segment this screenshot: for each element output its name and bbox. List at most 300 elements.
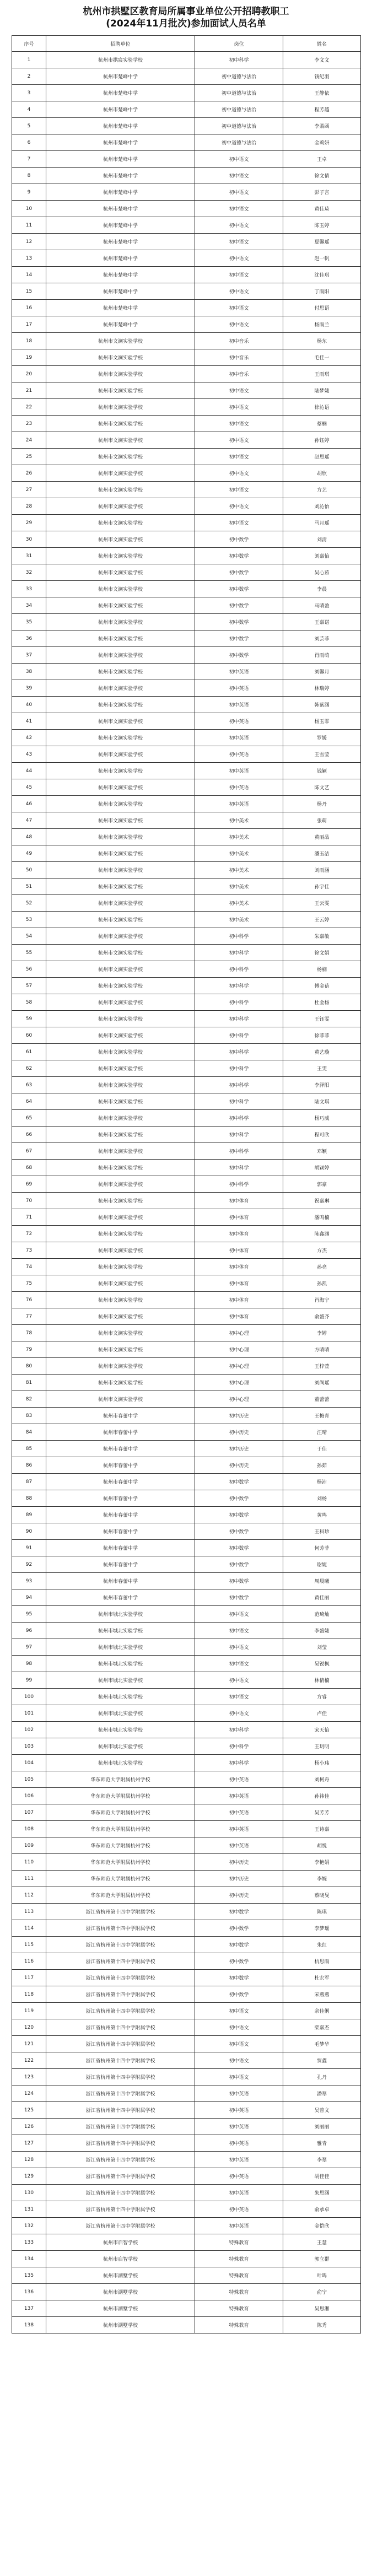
cell-name: 钱纪羽: [283, 68, 361, 85]
cell-position: 初中科学: [195, 994, 283, 1011]
cell-name: 罗媛: [283, 730, 361, 746]
cell-position: 初中英语: [195, 779, 283, 796]
cell-position: 初中体育: [195, 1292, 283, 1308]
cell-name: 肖雨萌: [283, 647, 361, 664]
cell-number: 84: [12, 1424, 46, 1441]
cell-number: 51: [12, 879, 46, 895]
cell-unit: 杭州市城北实验学校: [46, 1672, 195, 1689]
table-row: [12, 1457, 361, 1474]
table-row: [12, 1788, 361, 1804]
col-header-unit: 招聘单位: [46, 36, 195, 52]
cell-number: 76: [12, 1292, 46, 1308]
cell-name: 张萌: [283, 812, 361, 829]
cell-number: 88: [12, 1490, 46, 1507]
cell-name: 陈玉婷: [283, 217, 361, 234]
cell-position: 初中科学: [195, 1160, 283, 1176]
cell-unit: 华东师范大学附属杭州学校: [46, 1771, 195, 1788]
cell-name: 刘尚瑶: [283, 1375, 361, 1391]
table-row: [12, 101, 361, 118]
cell-position: 初中数学: [195, 548, 283, 564]
table-row: [12, 2052, 361, 2069]
table-row: [12, 68, 361, 85]
cell-unit: 浙江省杭州第十四中学附属学校: [46, 2036, 195, 2052]
cell-name: 韩紫涵: [283, 697, 361, 713]
cell-name: 李婉: [283, 1871, 361, 1887]
cell-name: 杨沛: [283, 1474, 361, 1490]
cell-position: 初中数学: [195, 1920, 283, 1937]
cell-number: 95: [12, 1606, 46, 1623]
cell-name: 肖海宁: [283, 1292, 361, 1308]
table-row: [12, 1226, 361, 1242]
cell-number: 75: [12, 1275, 46, 1292]
cell-unit: 杭州市文澜实验学校: [46, 862, 195, 879]
cell-name: 方艺: [283, 482, 361, 498]
cell-position: 初中科学: [195, 1110, 283, 1127]
cell-number: 23: [12, 416, 46, 432]
cell-position: 初中英语: [195, 680, 283, 697]
cell-number: 19: [12, 349, 46, 366]
table-row: [12, 730, 361, 746]
table-row: [12, 928, 361, 945]
table-row: [12, 2267, 361, 2284]
cell-number: 99: [12, 1672, 46, 1689]
cell-name: 孙凯: [283, 1275, 361, 1292]
cell-number: 61: [12, 1044, 46, 1060]
cell-number: 138: [12, 2317, 46, 2334]
table-row: [12, 151, 361, 168]
cell-unit: 华东师范大学附属杭州学校: [46, 1887, 195, 1904]
cell-number: 90: [12, 1523, 46, 1540]
cell-name: 宋燕燕: [283, 1986, 361, 2003]
cell-position: 初中数学: [195, 1540, 283, 1556]
table-row: [12, 1970, 361, 1986]
cell-number: 22: [12, 399, 46, 416]
table-row: [12, 1738, 361, 1755]
cell-position: 初中英语: [195, 2085, 283, 2102]
cell-position: 初中英语: [195, 730, 283, 746]
cell-name: 王诗嘉: [283, 1821, 361, 1837]
cell-position: 初中语文: [195, 201, 283, 217]
table-row: [12, 763, 361, 779]
cell-name: 程芳越: [283, 101, 361, 118]
cell-unit: 华东师范大学附属杭州学校: [46, 1854, 195, 1871]
cell-number: 117: [12, 1970, 46, 1986]
cell-name: 李梦瑶: [283, 1920, 361, 1937]
cell-unit: 浙江省杭州第十四中学附属学校: [46, 2069, 195, 2085]
cell-name: 刘莹: [283, 1639, 361, 1656]
cell-position: 初中数学: [195, 1507, 283, 1523]
table-row: [12, 2119, 361, 2135]
cell-position: 初中英语: [195, 796, 283, 812]
cell-name: 刘丽丽: [283, 2119, 361, 2135]
cell-number: 39: [12, 680, 46, 697]
cell-position: 初中语文: [195, 250, 283, 267]
cell-number: 59: [12, 1011, 46, 1027]
cell-name: 刘清: [283, 531, 361, 548]
table-row: [12, 300, 361, 316]
cell-unit: 杭州市城北实验学校: [46, 1755, 195, 1771]
cell-position: 初中科学: [195, 1755, 283, 1771]
table-row: [12, 52, 361, 68]
cell-position: 初中体育: [195, 1275, 283, 1292]
cell-name: 叶鸣: [283, 2267, 361, 2284]
cell-position: 初中科学: [195, 1027, 283, 1044]
cell-position: 初中美术: [195, 812, 283, 829]
table-row: [12, 465, 361, 482]
cell-position: 初中语文: [195, 2069, 283, 2085]
table-row: [12, 184, 361, 201]
cell-unit: 杭州市楚峰中学: [46, 283, 195, 300]
cell-unit: 杭州市楚峰中学: [46, 134, 195, 151]
cell-position: 初中道德与法治: [195, 68, 283, 85]
table-row: [12, 1408, 361, 1424]
cell-name: 赵一帆: [283, 250, 361, 267]
cell-position: 初中科学: [195, 1077, 283, 1093]
cell-position: 初中英语: [195, 697, 283, 713]
cell-unit: 杭州市楚峰中学: [46, 168, 195, 184]
table-row: [12, 1854, 361, 1871]
table-row: [12, 1689, 361, 1705]
table-row: [12, 1771, 361, 1788]
cell-position: 特殊教育: [195, 2300, 283, 2317]
cell-position: 初中心理: [195, 1341, 283, 1358]
table-row: [12, 1937, 361, 1953]
cell-position: 初中语文: [195, 1689, 283, 1705]
table-row: [12, 1837, 361, 1854]
cell-unit: 杭州市城北实验学校: [46, 1656, 195, 1672]
cell-number: 79: [12, 1341, 46, 1358]
cell-unit: 杭州市文澜实验学校: [46, 1027, 195, 1044]
table-row: [12, 647, 361, 664]
cell-position: 初中语文: [195, 1623, 283, 1639]
title-line-2: (2024年11月批次)参加面试人员名单: [106, 18, 266, 29]
table-row: [12, 250, 361, 267]
cell-name: 刘沁怡: [283, 498, 361, 515]
cell-unit: 杭州市文澜实验学校: [46, 961, 195, 978]
table-row: [12, 1821, 361, 1837]
cell-position: 初中体育: [195, 1259, 283, 1275]
table-row: [12, 1904, 361, 1920]
cell-number: 77: [12, 1308, 46, 1325]
cell-number: 43: [12, 746, 46, 763]
table-row: [12, 1391, 361, 1408]
cell-unit: 杭州市文澜实验学校: [46, 713, 195, 730]
cell-position: 初中语文: [195, 1606, 283, 1623]
cell-number: 4: [12, 101, 46, 118]
cell-position: 初中美术: [195, 829, 283, 845]
cell-position: 特殊教育: [195, 2284, 283, 2300]
cell-number: 45: [12, 779, 46, 796]
table-row: [12, 1656, 361, 1672]
cell-position: 初中英语: [195, 2218, 283, 2234]
cell-name: 王梓萱: [283, 1358, 361, 1375]
cell-number: 37: [12, 647, 46, 664]
cell-number: 58: [12, 994, 46, 1011]
cell-number: 50: [12, 862, 46, 879]
cell-position: 初中体育: [195, 1226, 283, 1242]
cell-name: 祝嘉琳: [283, 1193, 361, 1209]
cell-unit: 杭州市文澜实验学校: [46, 614, 195, 630]
title-line-1: 杭州市拱墅区教育局所属事业单位公开招聘教职工: [83, 6, 289, 17]
cell-position: 初中英语: [195, 763, 283, 779]
table-row: [12, 862, 361, 879]
cell-name: 徐文倩: [283, 168, 361, 184]
cell-name: 范琦灿: [283, 1606, 361, 1623]
table-row: [12, 168, 361, 184]
cell-unit: 杭州市文澜实验学校: [46, 498, 195, 515]
cell-position: 初中数学: [195, 1589, 283, 1606]
table-row: [12, 2218, 361, 2234]
cell-position: 初中语文: [195, 316, 283, 333]
cell-position: 初中美术: [195, 845, 283, 862]
table-row: [12, 779, 361, 796]
cell-name: 吴心茹: [283, 564, 361, 581]
cell-name: 王梅青: [283, 1408, 361, 1424]
cell-number: 120: [12, 2019, 46, 2036]
cell-position: 初中数学: [195, 1953, 283, 1970]
cell-position: 初中数学: [195, 531, 283, 548]
table-row: [12, 713, 361, 730]
cell-position: 初中语文: [195, 168, 283, 184]
table-row: [12, 680, 361, 697]
cell-position: 初中科学: [195, 1143, 283, 1160]
cell-name: 徐文娟: [283, 945, 361, 961]
cell-unit: 杭州市文澜实验学校: [46, 664, 195, 680]
cell-position: 初中英语: [195, 1821, 283, 1837]
cell-position: 初中语文: [195, 234, 283, 250]
cell-name: 李晨: [283, 581, 361, 597]
cell-position: 初中英语: [195, 2201, 283, 2218]
cell-number: 42: [12, 730, 46, 746]
cell-name: 杨丹: [283, 796, 361, 812]
cell-unit: 杭州市文澜实验学校: [46, 1391, 195, 1408]
cell-position: 初中音乐: [195, 366, 283, 382]
cell-name: 黄鸣: [283, 1507, 361, 1523]
cell-name: 刘馨月: [283, 664, 361, 680]
cell-position: 初中英语: [195, 2185, 283, 2201]
cell-number: 119: [12, 2003, 46, 2019]
cell-position: 初中英语: [195, 1837, 283, 1854]
cell-number: 115: [12, 1937, 46, 1953]
table-row: [12, 614, 361, 630]
cell-unit: 杭州市文澜实验学校: [46, 482, 195, 498]
cell-number: 110: [12, 1854, 46, 1871]
cell-number: 10: [12, 201, 46, 217]
cell-number: 94: [12, 1589, 46, 1606]
cell-position: 初中数学: [195, 614, 283, 630]
cell-number: 112: [12, 1887, 46, 1904]
cell-number: 36: [12, 630, 46, 647]
table-row: [12, 1705, 361, 1722]
table-row: [12, 961, 361, 978]
cell-number: 96: [12, 1623, 46, 1639]
table-row: [12, 829, 361, 845]
cell-name: 李婷: [283, 1325, 361, 1341]
cell-number: 46: [12, 796, 46, 812]
cell-position: 初中体育: [195, 1308, 283, 1325]
cell-position: 初中数学: [195, 1970, 283, 1986]
cell-number: 11: [12, 217, 46, 234]
table-row: [12, 85, 361, 101]
cell-position: 初中科学: [195, 961, 283, 978]
cell-unit: 杭州市启智学校: [46, 2251, 195, 2267]
cell-number: 98: [12, 1656, 46, 1672]
cell-unit: 浙江省杭州第十四中学附属学校: [46, 1986, 195, 2003]
cell-number: 44: [12, 763, 46, 779]
cell-number: 24: [12, 432, 46, 449]
cell-name: 胡悦: [283, 1837, 361, 1854]
cell-unit: 杭州市文澜实验学校: [46, 382, 195, 399]
table-row: [12, 597, 361, 614]
document-title: [0, 0, 372, 35]
table-row: [12, 432, 361, 449]
cell-position: 初中道德与法治: [195, 101, 283, 118]
cell-number: 106: [12, 1788, 46, 1804]
cell-name: 李盛婕: [283, 1623, 361, 1639]
table-row: [12, 1176, 361, 1193]
table-row: [12, 1292, 361, 1308]
cell-number: 133: [12, 2234, 46, 2251]
cell-position: 初中数学: [195, 597, 283, 614]
cell-unit: 杭州市文澜实验学校: [46, 945, 195, 961]
table-row: [12, 1887, 361, 1904]
cell-name: 俞承卓: [283, 2201, 361, 2218]
cell-name: 程可欣: [283, 1127, 361, 1143]
table-row: [12, 1160, 361, 1176]
cell-unit: 杭州市文澜实验学校: [46, 796, 195, 812]
table-row: [12, 697, 361, 713]
cell-position: 初中科学: [195, 1127, 283, 1143]
cell-name: 金莉妍: [283, 134, 361, 151]
cell-name: 俞盛齐: [283, 1308, 361, 1325]
cell-unit: 华东师范大学附属杭州学校: [46, 1837, 195, 1854]
cell-unit: 杭州市文澜实验学校: [46, 1325, 195, 1341]
cell-name: 钱颖: [283, 763, 361, 779]
table-row: [12, 994, 361, 1011]
cell-number: 137: [12, 2300, 46, 2317]
table-row: [12, 2019, 361, 2036]
cell-number: 49: [12, 845, 46, 862]
cell-unit: 杭州市城北实验学校: [46, 1623, 195, 1639]
cell-number: 125: [12, 2102, 46, 2119]
cell-unit: 杭州市楚峰中学: [46, 85, 195, 101]
cell-name: 刘嘉怡: [283, 548, 361, 564]
cell-position: 初中音乐: [195, 333, 283, 349]
cell-position: 初中历史: [195, 1871, 283, 1887]
cell-position: 初中语文: [195, 1705, 283, 1722]
cell-position: 初中语文: [195, 283, 283, 300]
cell-unit: 浙江省杭州第十四中学附属学校: [46, 2185, 195, 2201]
cell-unit: 杭州市春蕾中学: [46, 1474, 195, 1490]
cell-position: 初中历史: [195, 1887, 283, 1904]
cell-name: 蔡楠: [283, 416, 361, 432]
cell-number: 41: [12, 713, 46, 730]
cell-unit: 杭州市文澜实验学校: [46, 912, 195, 928]
cell-unit: 杭州市楚峰中学: [46, 250, 195, 267]
cell-number: 70: [12, 1193, 46, 1209]
cell-position: 初中语文: [195, 151, 283, 168]
cell-number: 57: [12, 978, 46, 994]
cell-unit: 杭州市文澜实验学校: [46, 978, 195, 994]
table-row: [12, 2234, 361, 2251]
cell-name: 俞宁: [283, 2284, 361, 2300]
cell-name: 朱嘉敏: [283, 928, 361, 945]
cell-number: 69: [12, 1176, 46, 1193]
cell-name: 丁雨阳: [283, 283, 361, 300]
cell-position: 初中心理: [195, 1391, 283, 1408]
table-row: [12, 1573, 361, 1589]
cell-position: 初中历史: [195, 1457, 283, 1474]
table-row: [12, 217, 361, 234]
table-row: [12, 482, 361, 498]
cell-position: 初中数学: [195, 1904, 283, 1920]
cell-position: 初中体育: [195, 1209, 283, 1226]
cell-number: 73: [12, 1242, 46, 1259]
cell-position: 初中语文: [195, 382, 283, 399]
cell-unit: 浙江省杭州第十四中学附属学校: [46, 2201, 195, 2218]
cell-name: 夏馨瑶: [283, 234, 361, 250]
table-row: [12, 134, 361, 151]
cell-unit: 浙江省杭州第十四中学附属学校: [46, 1904, 195, 1920]
cell-name: 周晨曦: [283, 1573, 361, 1589]
cell-number: 47: [12, 812, 46, 829]
cell-position: 初中科学: [195, 945, 283, 961]
cell-number: 26: [12, 465, 46, 482]
cell-number: 121: [12, 2036, 46, 2052]
cell-unit: 杭州市文澜实验学校: [46, 647, 195, 664]
cell-unit: 杭州市文澜实验学校: [46, 746, 195, 763]
table-row: [12, 812, 361, 829]
table-row: [12, 1093, 361, 1110]
cell-name: 孙亮: [283, 1259, 361, 1275]
cell-name: 邓颖: [283, 1143, 361, 1160]
cell-number: 130: [12, 2185, 46, 2201]
cell-unit: 杭州市楚峰中学: [46, 234, 195, 250]
cell-name: 王雪莹: [283, 746, 361, 763]
table-row: [12, 630, 361, 647]
cell-position: 特殊教育: [195, 2267, 283, 2284]
cell-position: 初中数学: [195, 1986, 283, 2003]
cell-number: 83: [12, 1408, 46, 1424]
cell-name: 杨雨兰: [283, 316, 361, 333]
cell-number: 101: [12, 1705, 46, 1722]
cell-number: 126: [12, 2119, 46, 2135]
table-row: [12, 1523, 361, 1540]
cell-number: 54: [12, 928, 46, 945]
cell-unit: 杭州市楚峰中学: [46, 184, 195, 201]
cell-position: 初中历史: [195, 1854, 283, 1871]
cell-position: 初中科学: [195, 1011, 283, 1027]
cell-unit: 浙江省杭州第十四中学附属学校: [46, 2152, 195, 2168]
cell-position: 初中心理: [195, 1358, 283, 1375]
cell-number: 103: [12, 1738, 46, 1755]
cell-position: 初中道德与法治: [195, 134, 283, 151]
cell-unit: 杭州市文澜实验学校: [46, 1259, 195, 1275]
cell-position: 初中语文: [195, 1656, 283, 1672]
cell-position: 初中道德与法治: [195, 118, 283, 134]
table-row: [12, 515, 361, 531]
table-row: [12, 895, 361, 912]
cell-position: 初中心理: [195, 1325, 283, 1341]
cell-name: 黄艺璇: [283, 1044, 361, 1060]
table-row: [12, 1490, 361, 1507]
cell-name: 陈文艺: [283, 779, 361, 796]
table-row: [12, 416, 361, 432]
table-row: [12, 746, 361, 763]
cell-unit: 杭州市文澜实验学校: [46, 1275, 195, 1292]
cell-number: 80: [12, 1358, 46, 1375]
cell-number: 124: [12, 2085, 46, 2102]
